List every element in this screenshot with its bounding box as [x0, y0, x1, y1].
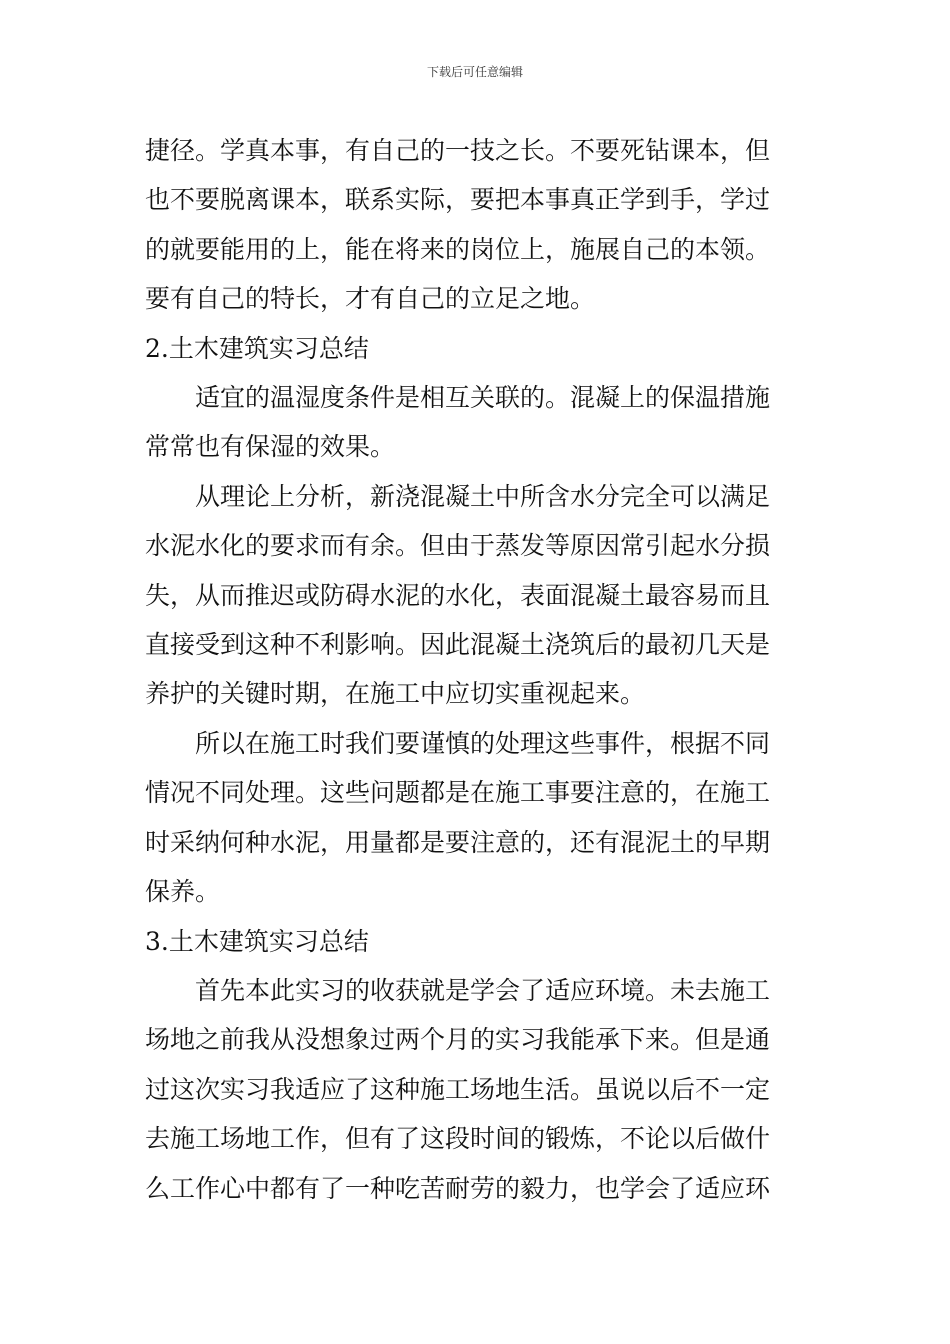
paragraph: 所以在施工时我们要谨慎的处理这些事件，根据不同 情况不同处理。这些问题都是在施工事要注意的，在施工 时采纳何种水泥，用量都是要注意的，还有混泥土的早期 保养。 — [145, 728, 771, 907]
page-header: 下载后可任意编辑 — [426, 65, 523, 79]
document-body — [145, 126, 810, 1213]
section-heading-2: 2.土木建筑实习总结 — [145, 333, 369, 363]
paragraph: 适宜的温湿度条件是相互关联的。混凝上的保温措施 常常也有保湿的效果。 — [145, 383, 771, 462]
paragraph: 首先本此实习的收获就是学会了适应环境。未去施工 场地之前我从没想象过两个月的实习我能承下来。但是通 过这次实习我适应了这种施工场地生活。虽说以后不一定 去施工场地工作，但有了这段时间的锻炼，不论以后做什 么工作心中都有了一种吃苦耐劳的毅力，也学会了适应环 — [145, 975, 771, 1203]
section-heading-3: 3.土木建筑实习总结 — [145, 926, 369, 956]
paragraph-continued: 捷径。学真本事，有自己的一技之长。不要死钻课本，但 也不要脱离课本，联系实际，要把本事真正学到手，学过 的就要能用的上，能在将来的岗位上，施展自己的本领。 要有自己的特长，才有自己的立足之地。 — [145, 136, 771, 314]
paragraph: 从理论上分析，新浇混凝土中所含水分完全可以满足 水泥水化的要求而有余。但由于蒸发等原因常引起水分损 失，从而推迟或防碍水泥的水化，表面混凝土最容易而且 直接受到这种不利影响。因此混凝土浇筑后的最初几天是 养护的关键时期，在施工中应切实重视起来。 — [145, 481, 771, 709]
